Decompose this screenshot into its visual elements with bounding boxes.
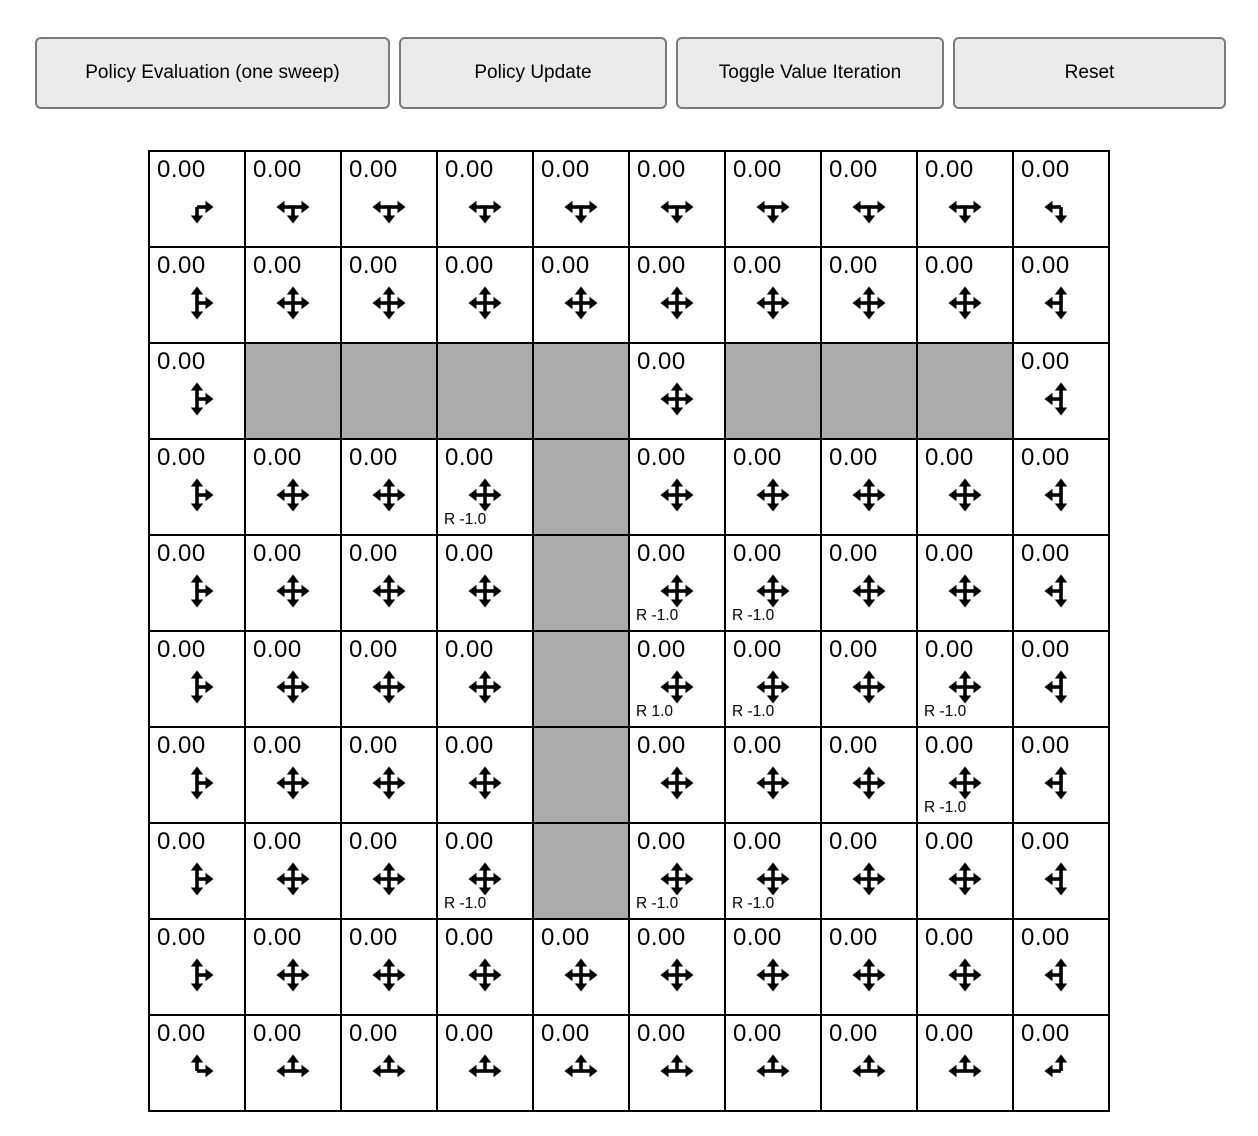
cell-value: 0.00 <box>1021 636 1070 663</box>
grid-cell-6-3[interactable] <box>438 728 532 822</box>
gridworld-grid <box>148 150 1110 1112</box>
policy-arrows-udlr-icon <box>749 759 797 807</box>
grid-cell-8-5[interactable] <box>630 920 724 1014</box>
grid-cell-9-5[interactable] <box>630 1016 724 1110</box>
cell-value: 0.00 <box>445 156 494 183</box>
grid-cell-5-7[interactable] <box>822 632 916 726</box>
grid-cell-0-6[interactable] <box>726 152 820 246</box>
cell-value: 0.00 <box>157 156 206 183</box>
grid-cell-8-7[interactable] <box>822 920 916 1014</box>
policy-arrows-udlr-icon <box>461 759 509 807</box>
cell-value: 0.00 <box>349 156 398 183</box>
cell-reward: R -1.0 <box>924 703 967 720</box>
policy-arrows-udlr-icon <box>365 855 413 903</box>
grid-cell-9-6[interactable] <box>726 1016 820 1110</box>
grid-cell-3-8[interactable] <box>918 440 1012 534</box>
policy-arrows-lru-icon <box>269 1047 317 1095</box>
grid-cell-4-6[interactable] <box>726 536 820 630</box>
grid-cell-1-2[interactable] <box>342 248 436 342</box>
cell-value: 0.00 <box>637 156 686 183</box>
grid-cell-0-9[interactable] <box>1014 152 1108 246</box>
policy-arrows-lrd-icon <box>365 183 413 231</box>
cell-value: 0.00 <box>445 540 494 567</box>
grid-cell-1-8[interactable] <box>918 248 1012 342</box>
grid-cell-3-6[interactable] <box>726 440 820 534</box>
grid-cell-7-7[interactable] <box>822 824 916 918</box>
grid-cell-6-2[interactable] <box>342 728 436 822</box>
policy-arrows-lru-icon <box>461 1047 509 1095</box>
cell-value: 0.00 <box>1021 732 1070 759</box>
cell-value: 0.00 <box>925 444 974 471</box>
cell-value: 0.00 <box>349 732 398 759</box>
grid-cell-5-3[interactable] <box>438 632 532 726</box>
grid-cell-9-8[interactable] <box>918 1016 1012 1110</box>
wall-cell-2-6 <box>726 344 820 438</box>
cell-value: 0.00 <box>925 924 974 951</box>
cell-value: 0.00 <box>637 732 686 759</box>
cell-value: 0.00 <box>637 636 686 663</box>
wall-cell-2-2 <box>342 344 436 438</box>
policy-arrows-udlr-icon <box>365 663 413 711</box>
cell-value: 0.00 <box>829 252 878 279</box>
grid-cell-9-2[interactable] <box>342 1016 436 1110</box>
grid-cell-0-4[interactable] <box>534 152 628 246</box>
cell-value: 0.00 <box>733 924 782 951</box>
cell-value: 0.00 <box>157 636 206 663</box>
grid-cell-4-5[interactable] <box>630 536 724 630</box>
grid-cell-8-1[interactable] <box>246 920 340 1014</box>
cell-value: 0.00 <box>1021 156 1070 183</box>
cell-value: 0.00 <box>253 732 302 759</box>
toggle-value-iteration-button[interactable]: Toggle Value Iteration <box>676 37 944 109</box>
policy-arrows-udr-icon <box>173 855 221 903</box>
cell-value: 0.00 <box>349 636 398 663</box>
cell-value: 0.00 <box>349 924 398 951</box>
wall-cell-2-7 <box>822 344 916 438</box>
cell-value: 0.00 <box>253 252 302 279</box>
policy-arrows-udlr-icon <box>845 279 893 327</box>
grid-cell-1-9[interactable] <box>1014 248 1108 342</box>
cell-value: 0.00 <box>253 924 302 951</box>
wall-cell-6-4 <box>534 728 628 822</box>
cell-value: 0.00 <box>157 348 206 375</box>
grid-cell-3-3[interactable] <box>438 440 532 534</box>
policy-arrows-udlr-icon <box>845 951 893 999</box>
grid-cell-6-5[interactable] <box>630 728 724 822</box>
cell-reward: R -1.0 <box>444 895 487 912</box>
wall-cell-5-4 <box>534 632 628 726</box>
grid-cell-8-2[interactable] <box>342 920 436 1014</box>
grid-cell-3-1[interactable] <box>246 440 340 534</box>
cell-value: 0.00 <box>637 444 686 471</box>
grid-cell-0-0[interactable] <box>150 152 244 246</box>
cell-value: 0.00 <box>637 828 686 855</box>
cell-value: 0.00 <box>829 444 878 471</box>
policy-update-button[interactable]: Policy Update <box>399 37 667 109</box>
policy-arrows-udl-icon <box>1037 855 1085 903</box>
policy-arrows-udlr-icon <box>269 759 317 807</box>
grid-cell-1-6[interactable] <box>726 248 820 342</box>
policy-arrows-udlr-icon <box>941 471 989 519</box>
cell-value: 0.00 <box>637 1020 686 1047</box>
cell-value: 0.00 <box>925 1020 974 1047</box>
grid-cell-0-2[interactable] <box>342 152 436 246</box>
cell-value: 0.00 <box>637 540 686 567</box>
cell-reward: R -1.0 <box>924 799 967 816</box>
cell-reward: R -1.0 <box>732 607 775 624</box>
cell-value: 0.00 <box>445 1020 494 1047</box>
policy-arrows-lrd-icon <box>845 183 893 231</box>
cell-value: 0.00 <box>445 828 494 855</box>
cell-value: 0.00 <box>925 156 974 183</box>
policy-arrows-lru-icon <box>749 1047 797 1095</box>
cell-value: 0.00 <box>349 540 398 567</box>
grid-cell-5-6[interactable] <box>726 632 820 726</box>
grid-cell-7-5[interactable] <box>630 824 724 918</box>
grid-cell-4-2[interactable] <box>342 536 436 630</box>
grid-cell-4-3[interactable] <box>438 536 532 630</box>
grid-cell-1-4[interactable] <box>534 248 628 342</box>
grid-cell-5-2[interactable] <box>342 632 436 726</box>
grid-cell-5-8[interactable] <box>918 632 1012 726</box>
cell-value: 0.00 <box>637 348 686 375</box>
policy-arrows-udr-icon <box>173 279 221 327</box>
cell-value: 0.00 <box>733 1020 782 1047</box>
cell-value: 0.00 <box>157 732 206 759</box>
cell-value: 0.00 <box>541 924 590 951</box>
cell-reward: R -1.0 <box>636 895 679 912</box>
policy-arrows-lru-icon <box>941 1047 989 1095</box>
policy-arrows-lrd-icon <box>269 183 317 231</box>
grid-cell-6-6[interactable] <box>726 728 820 822</box>
grid-cell-6-9[interactable] <box>1014 728 1108 822</box>
policy-arrows-udlr-icon <box>269 855 317 903</box>
cell-value: 0.00 <box>253 636 302 663</box>
policy-arrows-udlr-icon <box>845 567 893 615</box>
policy-arrows-udlr-icon <box>749 471 797 519</box>
policy-arrows-udlr-icon <box>653 375 701 423</box>
policy-evaluation-button[interactable]: Policy Evaluation (one sweep) <box>35 37 390 109</box>
policy-arrows-rd-icon <box>173 183 221 231</box>
policy-arrows-lrd-icon <box>653 183 701 231</box>
cell-value: 0.00 <box>1021 540 1070 567</box>
cell-value: 0.00 <box>253 156 302 183</box>
policy-arrows-udlr-icon <box>269 951 317 999</box>
grid-cell-3-9[interactable] <box>1014 440 1108 534</box>
policy-arrows-lru-icon <box>845 1047 893 1095</box>
grid-cell-4-8[interactable] <box>918 536 1012 630</box>
grid-cell-9-3[interactable] <box>438 1016 532 1110</box>
cell-reward: R -1.0 <box>732 703 775 720</box>
policy-arrows-udlr-icon <box>653 471 701 519</box>
toolbar <box>35 37 1226 109</box>
policy-arrows-lru-icon <box>653 1047 701 1095</box>
cell-value: 0.00 <box>253 1020 302 1047</box>
policy-arrows-udlr-icon <box>365 951 413 999</box>
cell-value: 0.00 <box>925 252 974 279</box>
cell-value: 0.00 <box>829 924 878 951</box>
policy-arrows-udlr-icon <box>269 567 317 615</box>
cell-value: 0.00 <box>1021 444 1070 471</box>
policy-arrows-udr-icon <box>173 663 221 711</box>
cell-value: 0.00 <box>445 924 494 951</box>
grid-cell-0-8[interactable] <box>918 152 1012 246</box>
policy-arrows-lu-icon <box>1037 1047 1085 1095</box>
policy-arrows-udl-icon <box>1037 279 1085 327</box>
grid-cell-7-2[interactable] <box>342 824 436 918</box>
cell-value: 0.00 <box>637 252 686 279</box>
cell-value: 0.00 <box>733 828 782 855</box>
policy-arrows-lru-icon <box>365 1047 413 1095</box>
policy-arrows-udl-icon <box>1037 471 1085 519</box>
policy-arrows-udlr-icon <box>461 951 509 999</box>
grid-cell-8-0[interactable] <box>150 920 244 1014</box>
grid-cell-3-0[interactable] <box>150 440 244 534</box>
cell-reward: R -1.0 <box>636 607 679 624</box>
policy-arrows-udlr-icon <box>845 663 893 711</box>
grid-cell-9-0[interactable] <box>150 1016 244 1110</box>
policy-arrows-udlr-icon <box>749 279 797 327</box>
grid-cell-0-1[interactable] <box>246 152 340 246</box>
cell-value: 0.00 <box>1021 252 1070 279</box>
grid-cell-6-8[interactable] <box>918 728 1012 822</box>
grid-cell-6-1[interactable] <box>246 728 340 822</box>
policy-arrows-udlr-icon <box>461 663 509 711</box>
policy-arrows-ur-icon <box>173 1047 221 1095</box>
cell-reward: R -1.0 <box>732 895 775 912</box>
cell-value: 0.00 <box>157 924 206 951</box>
policy-arrows-udlr-icon <box>653 759 701 807</box>
policy-arrows-udlr-icon <box>941 279 989 327</box>
wall-cell-2-1 <box>246 344 340 438</box>
policy-arrows-ld-icon <box>1037 183 1085 231</box>
grid-cell-4-7[interactable] <box>822 536 916 630</box>
grid-cell-1-5[interactable] <box>630 248 724 342</box>
cell-value: 0.00 <box>925 732 974 759</box>
grid-cell-4-1[interactable] <box>246 536 340 630</box>
grid-cell-0-7[interactable] <box>822 152 916 246</box>
policy-arrows-udr-icon <box>173 471 221 519</box>
policy-arrows-udl-icon <box>1037 759 1085 807</box>
policy-arrows-udlr-icon <box>269 471 317 519</box>
policy-arrows-udlr-icon <box>365 567 413 615</box>
cell-value: 0.00 <box>157 444 206 471</box>
policy-arrows-udr-icon <box>173 567 221 615</box>
cell-value: 0.00 <box>637 924 686 951</box>
policy-arrows-udl-icon <box>1037 375 1085 423</box>
cell-value: 0.00 <box>541 252 590 279</box>
cell-value: 0.00 <box>733 540 782 567</box>
grid-cell-8-3[interactable] <box>438 920 532 1014</box>
grid-cell-8-8[interactable] <box>918 920 1012 1014</box>
grid-cell-4-0[interactable] <box>150 536 244 630</box>
grid-cell-7-0[interactable] <box>150 824 244 918</box>
policy-arrows-lrd-icon <box>461 183 509 231</box>
policy-arrows-udl-icon <box>1037 663 1085 711</box>
wall-cell-2-3 <box>438 344 532 438</box>
policy-arrows-lru-icon <box>557 1047 605 1095</box>
grid-cell-3-7[interactable] <box>822 440 916 534</box>
policy-arrows-udlr-icon <box>461 279 509 327</box>
grid-cell-5-1[interactable] <box>246 632 340 726</box>
grid-cell-6-7[interactable] <box>822 728 916 822</box>
policy-arrows-udl-icon <box>1037 951 1085 999</box>
policy-arrows-udlr-icon <box>365 759 413 807</box>
policy-arrows-udlr-icon <box>557 951 605 999</box>
cell-value: 0.00 <box>157 540 206 567</box>
grid-cell-7-3[interactable] <box>438 824 532 918</box>
cell-value: 0.00 <box>541 1020 590 1047</box>
grid-cell-0-5[interactable] <box>630 152 724 246</box>
wall-cell-2-8 <box>918 344 1012 438</box>
grid-cell-6-0[interactable] <box>150 728 244 822</box>
grid-cell-2-9[interactable] <box>1014 344 1108 438</box>
policy-arrows-udlr-icon <box>557 279 605 327</box>
cell-value: 0.00 <box>829 732 878 759</box>
cell-value: 0.00 <box>829 156 878 183</box>
grid-cell-3-2[interactable] <box>342 440 436 534</box>
cell-value: 0.00 <box>349 444 398 471</box>
cell-value: 0.00 <box>925 540 974 567</box>
grid-cell-3-5[interactable] <box>630 440 724 534</box>
grid-cell-7-8[interactable] <box>918 824 1012 918</box>
wall-cell-7-4 <box>534 824 628 918</box>
grid-cell-9-1[interactable] <box>246 1016 340 1110</box>
wall-cell-2-4 <box>534 344 628 438</box>
cell-value: 0.00 <box>733 444 782 471</box>
policy-arrows-udlr-icon <box>653 951 701 999</box>
cell-value: 0.00 <box>925 636 974 663</box>
grid-cell-7-6[interactable] <box>726 824 820 918</box>
wall-cell-4-4 <box>534 536 628 630</box>
cell-value: 0.00 <box>445 732 494 759</box>
policy-arrows-udlr-icon <box>941 951 989 999</box>
policy-arrows-udr-icon <box>173 951 221 999</box>
cell-reward: R -1.0 <box>444 511 487 528</box>
cell-value: 0.00 <box>733 636 782 663</box>
policy-arrows-udlr-icon <box>845 471 893 519</box>
grid-cell-1-3[interactable] <box>438 248 532 342</box>
grid-cell-2-0[interactable] <box>150 344 244 438</box>
policy-arrows-udlr-icon <box>365 279 413 327</box>
reset-button[interactable]: Reset <box>953 37 1226 109</box>
cell-value: 0.00 <box>157 1020 206 1047</box>
grid-cell-2-5[interactable] <box>630 344 724 438</box>
policy-arrows-udr-icon <box>173 759 221 807</box>
grid-cell-7-9[interactable] <box>1014 824 1108 918</box>
cell-value: 0.00 <box>445 252 494 279</box>
cell-value: 0.00 <box>349 252 398 279</box>
cell-value: 0.00 <box>349 828 398 855</box>
cell-value: 0.00 <box>541 156 590 183</box>
cell-value: 0.00 <box>1021 348 1070 375</box>
cell-value: 0.00 <box>445 636 494 663</box>
cell-value: 0.00 <box>157 828 206 855</box>
policy-arrows-lrd-icon <box>749 183 797 231</box>
grid-cell-8-9[interactable] <box>1014 920 1108 1014</box>
cell-value: 0.00 <box>733 156 782 183</box>
policy-arrows-udlr-icon <box>365 471 413 519</box>
policy-arrows-udlr-icon <box>845 855 893 903</box>
cell-value: 0.00 <box>1021 828 1070 855</box>
cell-value: 0.00 <box>253 540 302 567</box>
grid-cell-9-9[interactable] <box>1014 1016 1108 1110</box>
cell-value: 0.00 <box>253 444 302 471</box>
cell-value: 0.00 <box>925 828 974 855</box>
policy-arrows-udlr-icon <box>653 279 701 327</box>
cell-value: 0.00 <box>829 1020 878 1047</box>
grid-cell-7-1[interactable] <box>246 824 340 918</box>
wall-cell-3-4 <box>534 440 628 534</box>
policy-arrows-udlr-icon <box>461 567 509 615</box>
policy-arrows-udlr-icon <box>269 279 317 327</box>
cell-value: 0.00 <box>157 252 206 279</box>
cell-value: 0.00 <box>829 828 878 855</box>
cell-value: 0.00 <box>1021 924 1070 951</box>
policy-arrows-udr-icon <box>173 375 221 423</box>
cell-value: 0.00 <box>445 444 494 471</box>
cell-value: 0.00 <box>733 732 782 759</box>
cell-reward: R 1.0 <box>636 703 674 720</box>
cell-value: 0.00 <box>349 1020 398 1047</box>
grid-cell-5-9[interactable] <box>1014 632 1108 726</box>
cell-value: 0.00 <box>733 252 782 279</box>
grid-cell-1-0[interactable] <box>150 248 244 342</box>
policy-arrows-udlr-icon <box>845 759 893 807</box>
grid-cell-5-5[interactable] <box>630 632 724 726</box>
grid-cell-8-6[interactable] <box>726 920 820 1014</box>
policy-arrows-udl-icon <box>1037 567 1085 615</box>
grid-cell-9-7[interactable] <box>822 1016 916 1110</box>
grid-cell-1-7[interactable] <box>822 248 916 342</box>
grid-cell-4-9[interactable] <box>1014 536 1108 630</box>
policy-arrows-lrd-icon <box>557 183 605 231</box>
cell-value: 0.00 <box>1021 1020 1070 1047</box>
grid-cell-9-4[interactable] <box>534 1016 628 1110</box>
cell-value: 0.00 <box>829 540 878 567</box>
policy-arrows-udlr-icon <box>941 855 989 903</box>
policy-arrows-udlr-icon <box>269 663 317 711</box>
cell-value: 0.00 <box>253 828 302 855</box>
cell-value: 0.00 <box>829 636 878 663</box>
policy-arrows-lrd-icon <box>941 183 989 231</box>
grid-cell-8-4[interactable] <box>534 920 628 1014</box>
policy-arrows-udlr-icon <box>941 567 989 615</box>
grid-cell-0-3[interactable] <box>438 152 532 246</box>
grid-cell-5-0[interactable] <box>150 632 244 726</box>
policy-arrows-udlr-icon <box>749 951 797 999</box>
grid-cell-1-1[interactable] <box>246 248 340 342</box>
